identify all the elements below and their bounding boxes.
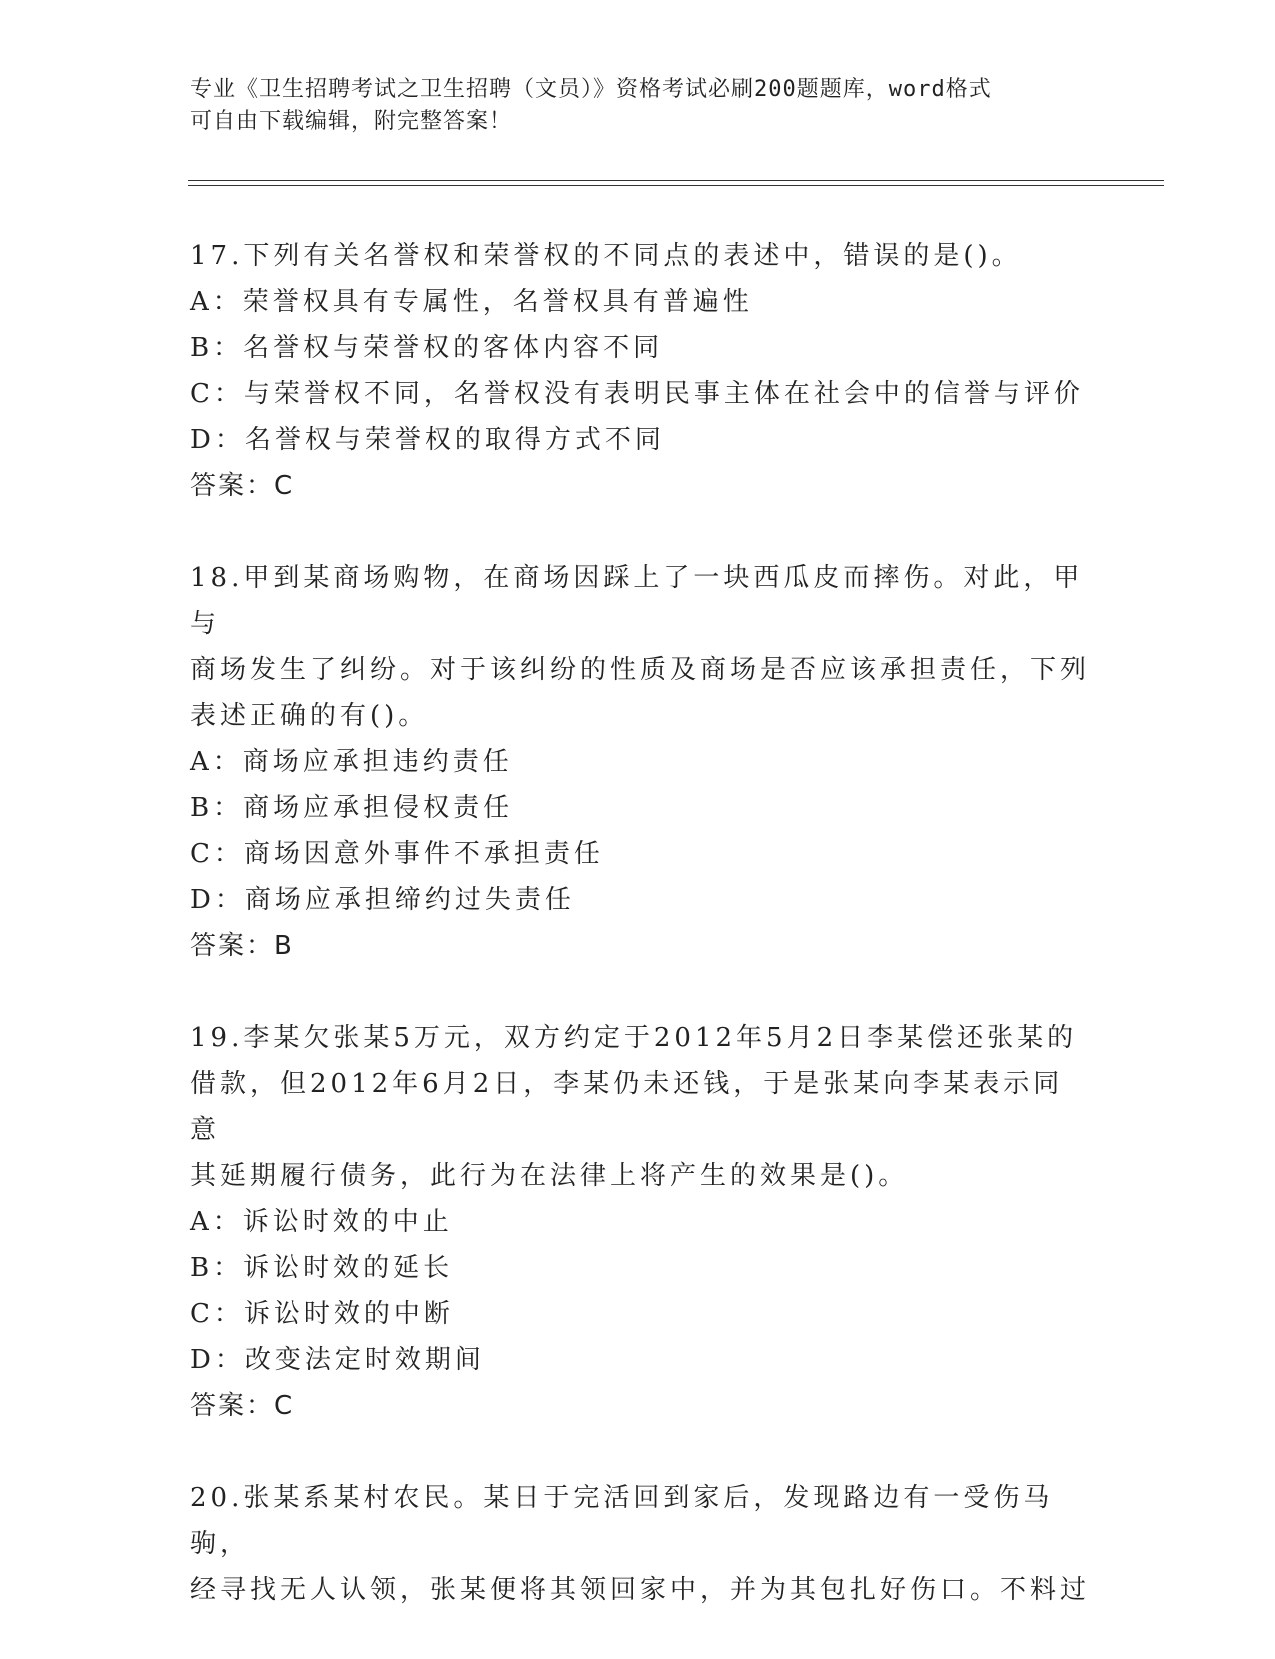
question-stem: 17.下列有关名誉权和荣誉权的不同点的表述中，错误的是()。 xyxy=(190,241,1022,271)
option-b: B：诉讼时效的延长 xyxy=(190,1253,454,1283)
option-a: A：商场应承担违约责任 xyxy=(190,747,513,777)
question-stem-line-3: 表述正确的有()。 xyxy=(190,701,429,731)
option-c: C：诉讼时效的中断 xyxy=(190,1299,454,1329)
question-stem-line-1: 18.甲到某商场购物，在商场因踩上了一块西瓜皮而摔伤。对此，甲与 xyxy=(190,563,1084,639)
answer: 答案：C xyxy=(190,1391,295,1421)
question-stem-line-2: 经寻找无人认领，张某便将其领回家中，并为其包扎好伤口。不料过 xyxy=(190,1575,1091,1605)
option-d: D：名誉权与荣誉权的取得方式不同 xyxy=(190,425,665,455)
question-stem-line-1: 19.李某欠张某5万元，双方约定于2012年5月2日李某偿还张某的 xyxy=(190,1023,1078,1053)
option-b: B：商场应承担侵权责任 xyxy=(190,793,514,823)
answer: 答案：C xyxy=(190,471,295,501)
option-a: A：诉讼时效的中止 xyxy=(190,1207,453,1237)
question-list xyxy=(190,233,1090,1659)
question-20 xyxy=(190,1475,1090,1613)
question-17 xyxy=(190,233,1090,509)
option-c: C：与荣誉权不同，名誉权没有表明民事主体在社会中的信誉与评价 xyxy=(190,379,1084,409)
option-d: D：商场应承担缔约过失责任 xyxy=(190,885,575,915)
option-a: A：荣誉权具有专属性，名誉权具有普遍性 xyxy=(190,287,753,317)
option-d: D：改变法定时效期间 xyxy=(190,1345,485,1375)
option-c: C：商场因意外事件不承担责任 xyxy=(190,839,604,869)
question-stem-line-2: 借款，但2012年6月2日，李某仍未还钱，于是张某向李某表示同意 xyxy=(190,1069,1064,1145)
question-stem-line-3: 其延期履行债务，此行为在法律上将产生的效果是()。 xyxy=(190,1161,909,1191)
document-header xyxy=(190,74,1090,138)
question-stem-line-1: 20.张某系某村农民。某日于完活回到家后，发现路边有一受伤马驹， xyxy=(190,1483,1054,1559)
question-18 xyxy=(190,555,1090,969)
answer: 答案：B xyxy=(190,931,294,961)
option-b: B：名誉权与荣誉权的客体内容不同 xyxy=(190,333,664,363)
header-line-1: 专业《卫生招聘考试之卫生招聘（文员）》资格考试必刷200题题库，word格式 xyxy=(190,77,992,102)
header-divider-bottom xyxy=(188,185,1164,186)
header-divider-top xyxy=(188,180,1164,181)
header-line-2: 可自由下载编辑，附完整答案！ xyxy=(190,109,513,134)
question-19 xyxy=(190,1015,1090,1429)
question-stem-line-2: 商场发生了纠纷。对于该纠纷的性质及商场是否应该承担责任，下列 xyxy=(190,655,1091,685)
